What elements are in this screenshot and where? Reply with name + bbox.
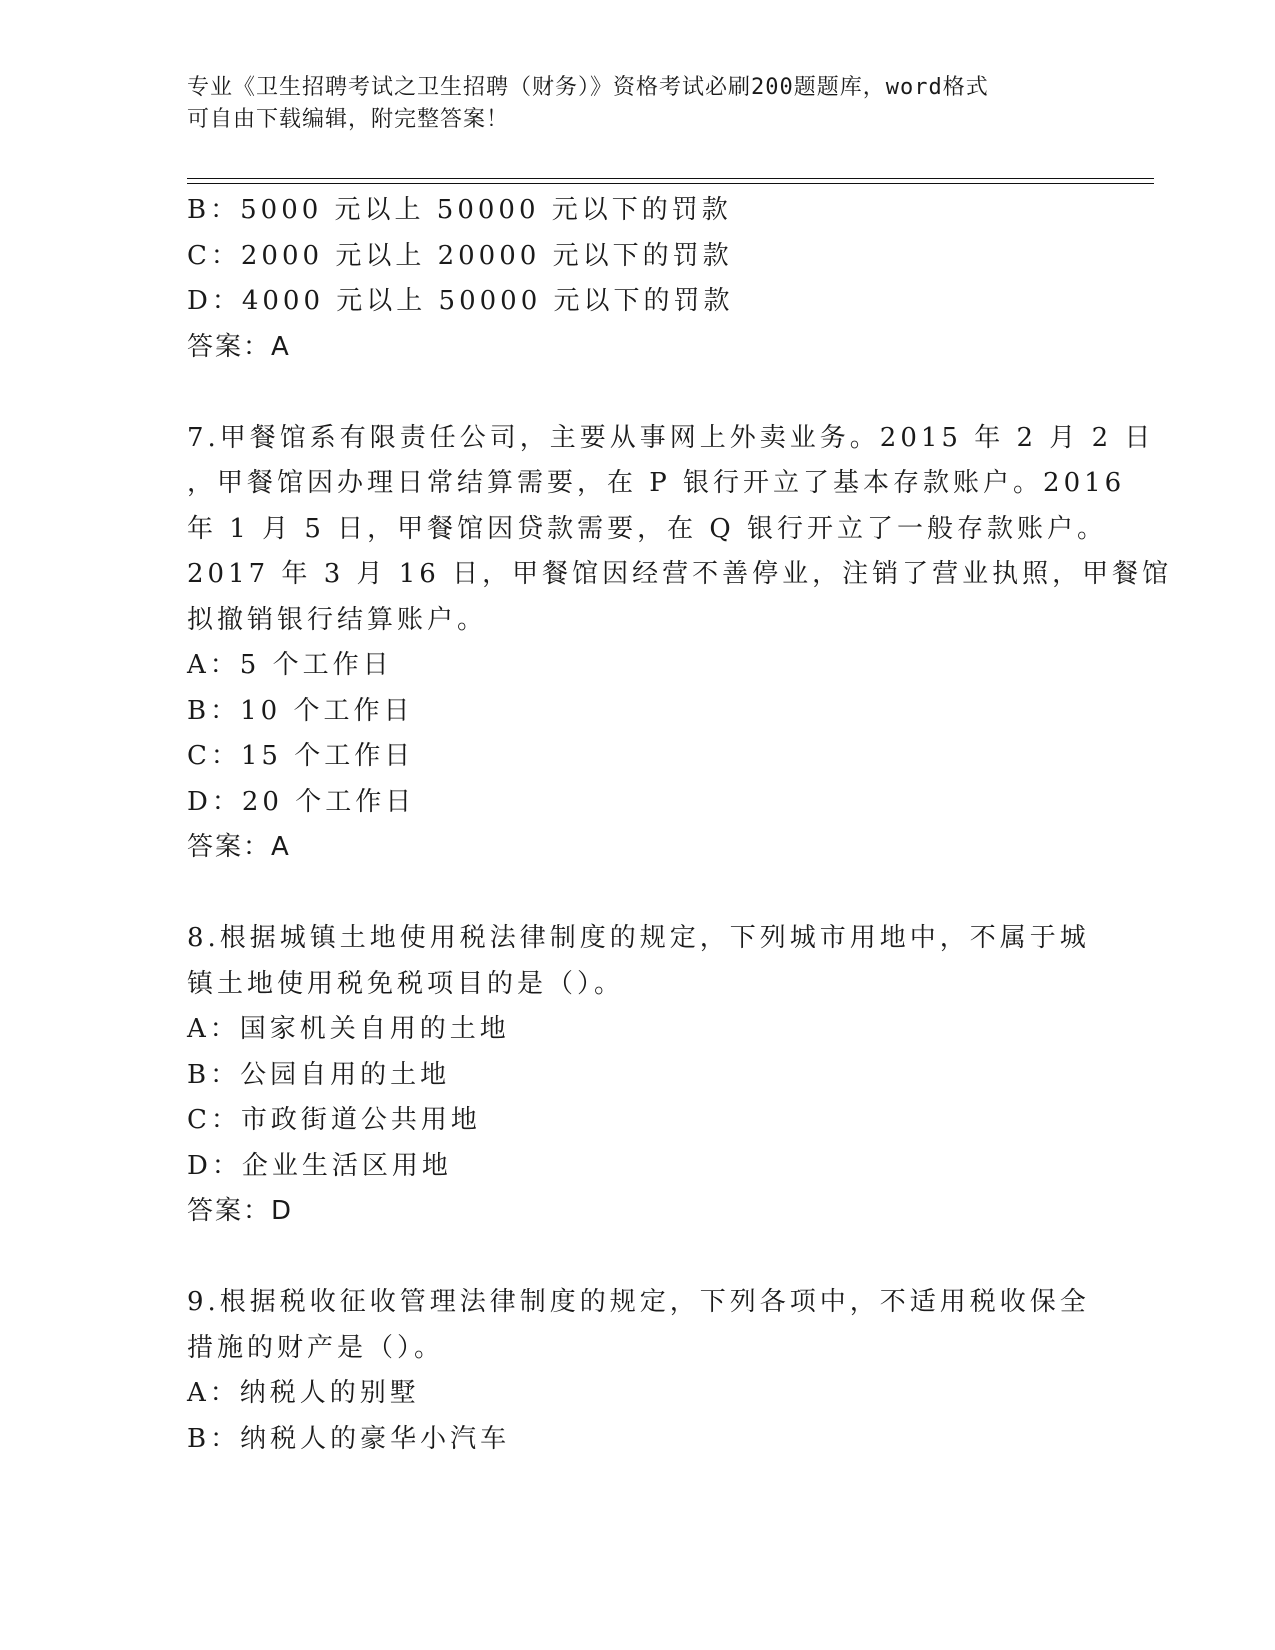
option-b: B：纳税人的豪华小汽车 <box>187 1423 511 1454</box>
option-a: A：纳税人的别墅 <box>187 1378 420 1408</box>
question-6-tail <box>187 188 1087 370</box>
spacer <box>187 370 1087 416</box>
option-c: C：15 个工作日 <box>187 741 415 771</box>
answer: 答案：A <box>187 832 291 862</box>
question-stem-line: 措施的财产是（）。 <box>187 1332 445 1363</box>
option-d: D：4000 元以上 50000 元以下的罚款 <box>187 286 734 316</box>
question-8 <box>187 916 1090 1235</box>
header-title-line-2: 可自由下载编辑，附完整答案！ <box>187 107 510 132</box>
spacer <box>187 871 1087 917</box>
option-b: B：10 个工作日 <box>187 695 414 726</box>
option-a: A：5 个工作日 <box>187 650 393 680</box>
spacer <box>187 1235 1087 1281</box>
answer: 答案：A <box>187 331 291 362</box>
question-9 <box>187 1280 1090 1462</box>
question-stem-line: 8.根据城镇土地使用税法律制度的规定，下列城市用地中，不属于城 <box>187 923 1090 953</box>
header-divider-top <box>187 178 1154 179</box>
option-b: B：5000 元以上 50000 元以下的罚款 <box>187 195 732 225</box>
document-header <box>187 72 1067 136</box>
question-7 <box>187 416 1173 871</box>
answer: 答案：D <box>187 1196 294 1226</box>
question-stem-line: ，甲餐馆因办理日常结算需要，在 P 银行开立了基本存款账户。2016 <box>187 468 1126 498</box>
option-d: D：企业生活区用地 <box>187 1150 452 1181</box>
option-b: B：公园自用的土地 <box>187 1059 451 1090</box>
question-stem-line: 2017 年 3 月 16 日，甲餐馆因经营不善停业，注销了营业执照，甲餐馆 <box>187 559 1173 589</box>
option-c: C：2000 元以上 20000 元以下的罚款 <box>187 240 733 271</box>
question-stem-line: 9.根据税收征收管理法律制度的规定，下列各项中，不适用税收保全 <box>187 1287 1090 1317</box>
question-stem-line: 7.甲餐馆系有限责任公司，主要从事网上外卖业务。2015 年 2 月 2 日 <box>187 422 1155 453</box>
question-stem-line: 年 1 月 5 日，甲餐馆因贷款需要，在 Q 银行开立了一般存款账户。 <box>187 513 1107 544</box>
header-title-line-1: 专业《卫生招聘考试之卫生招聘（财务）》资格考试必刷200题题库，word格式 <box>187 75 989 100</box>
option-c: C：市政街道公共用地 <box>187 1105 481 1135</box>
question-stem-line: 镇土地使用税免税项目的是（）。 <box>187 968 625 999</box>
header-divider-bottom <box>187 183 1154 184</box>
option-a: A：国家机关自用的土地 <box>187 1014 510 1044</box>
option-d: D：20 个工作日 <box>187 786 416 817</box>
question-stem-line: 拟撤销银行结算账户。 <box>187 604 488 635</box>
question-list <box>187 188 1173 1462</box>
